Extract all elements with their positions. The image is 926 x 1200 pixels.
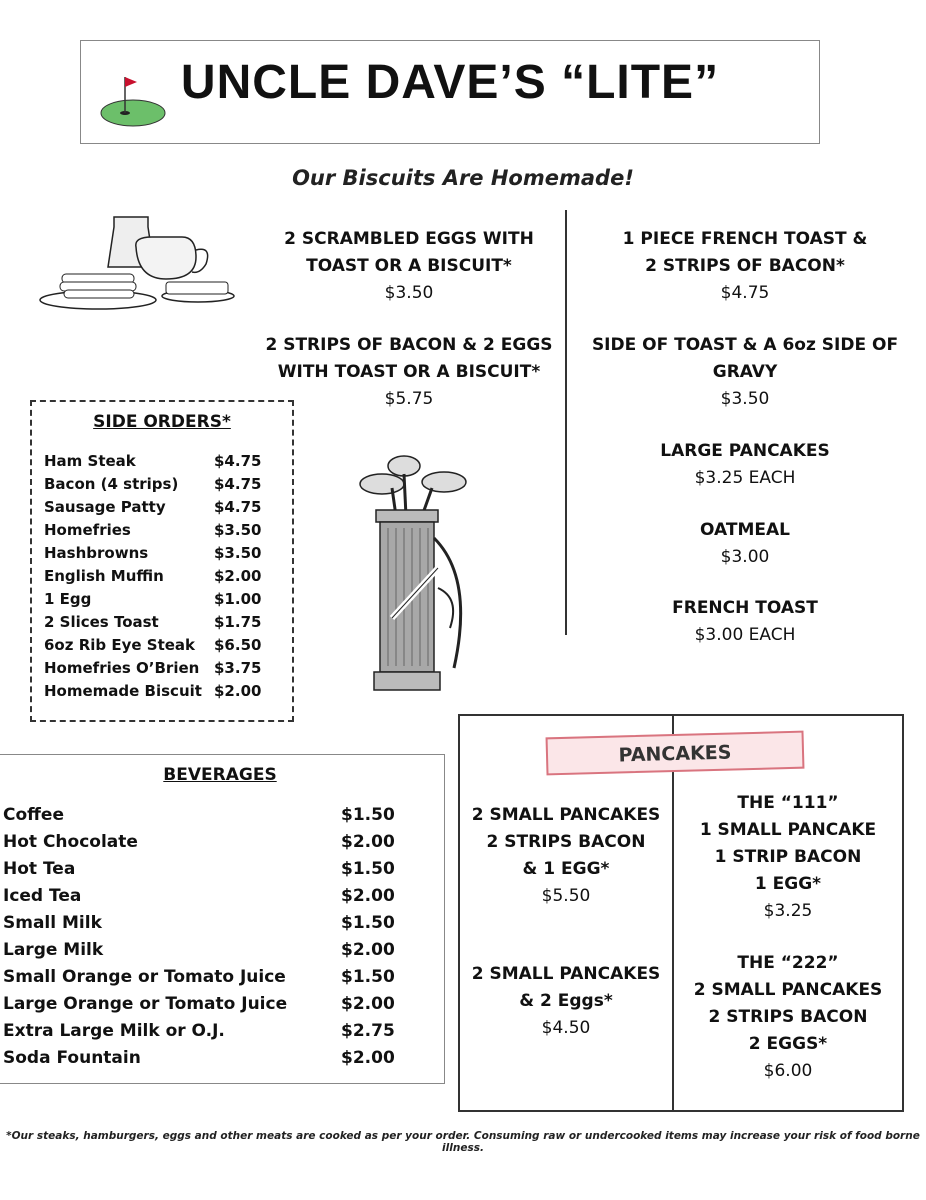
menu-item-scrambled-eggs (262, 226, 556, 307)
menu-item-toast-gravy (590, 332, 900, 413)
item-name: Extra Large Milk or O.J. (3, 1021, 225, 1041)
list-item (44, 636, 284, 659)
list-item (44, 498, 284, 521)
item-name: Hashbrowns (44, 544, 149, 562)
menu-item-french-toast (590, 595, 900, 649)
item-name: Homefries O’Brien (44, 659, 200, 677)
item-name: English Muffin (44, 567, 164, 585)
item-line: LARGE PANCAKES (660, 441, 830, 461)
item-price: $1.50 (341, 859, 395, 879)
item-price: $3.75 (214, 659, 262, 677)
list-item (44, 475, 284, 498)
list-item (3, 994, 403, 1020)
item-line: 1 EGG* (754, 874, 822, 894)
list-item (3, 940, 403, 966)
pancakes-box (458, 714, 904, 1112)
item-line: 2 SMALL PANCAKES (471, 964, 661, 984)
item-name: Ham Steak (44, 452, 136, 470)
item-price: $4.75 (720, 283, 770, 303)
item-name: Large Milk (3, 940, 104, 960)
item-line: SIDE OF TOAST & A 6oz SIDE OF (591, 335, 899, 355)
item-price: $1.50 (341, 913, 395, 933)
item-line: 2 STRIPS OF BACON & 2 EGGS (265, 335, 553, 355)
item-name: Iced Tea (3, 886, 82, 906)
item-price: $1.50 (341, 967, 395, 987)
item-line: 1 PIECE FRENCH TOAST & (622, 229, 868, 249)
item-price: $4.75 (214, 475, 262, 493)
item-price: $3.25 (763, 901, 813, 921)
item-price: $2.00 (214, 567, 262, 585)
item-price: $2.00 (341, 994, 395, 1014)
item-price: $4.75 (214, 498, 262, 516)
item-line: 2 STRIPS BACON (486, 832, 646, 852)
item-line: 1 SMALL PANCAKE (699, 820, 877, 840)
item-price: $2.00 (341, 1048, 395, 1068)
item-line: THE “222” (737, 953, 839, 973)
item-name: Large Orange or Tomato Juice (3, 994, 288, 1014)
item-name: Hot Tea (3, 859, 76, 879)
list-item (44, 567, 284, 590)
item-price: $5.50 (541, 886, 591, 906)
list-item (44, 544, 284, 567)
item-name: Hot Chocolate (3, 832, 138, 852)
item-line: 2 SMALL PANCAKES (471, 805, 661, 825)
list-item (44, 613, 284, 636)
item-price: $2.00 (341, 940, 395, 960)
golf-bag-illustration (352, 448, 482, 700)
list-item (3, 859, 403, 885)
item-name: Bacon (4 strips) (44, 475, 179, 493)
item-name: Small Milk (3, 913, 102, 933)
item-price: $4.75 (214, 452, 262, 470)
beverages-box (0, 754, 445, 1084)
side-orders-title: SIDE ORDERS* (93, 412, 231, 432)
item-price: $3.00 EACH (694, 625, 796, 645)
item-price: $3.00 (720, 547, 770, 567)
item-line: THE “111” (737, 793, 839, 813)
item-line: TOAST OR A BISCUIT* (306, 256, 512, 276)
breakfast-illustration (38, 212, 238, 312)
item-name: Soda Fountain (3, 1048, 141, 1068)
item-line: 2 SCRAMBLED EGGS WITH (284, 229, 534, 249)
footnote: *Our steaks, hamburgers, eggs and other meats are cooked as per your order. Consuming raw or undercooked items may increase your risk of food borne illness. (6, 1130, 920, 1154)
item-price: $6.50 (214, 636, 262, 654)
menu-item-french-toast-bacon (590, 226, 900, 307)
item-line: WITH TOAST OR A BISCUIT* (277, 362, 541, 382)
item-name: Coffee (3, 805, 64, 825)
side-orders-box (30, 400, 294, 722)
item-price: $6.00 (763, 1061, 813, 1081)
pancake-combo (460, 802, 672, 910)
item-price: $4.50 (541, 1018, 591, 1038)
list-item (3, 1021, 403, 1047)
item-price: $5.75 (384, 389, 434, 409)
menu-item-oatmeal (590, 517, 900, 571)
list-item (3, 913, 403, 939)
list-item (44, 521, 284, 544)
list-item (3, 886, 403, 912)
item-line: 2 EGGS* (748, 1034, 828, 1054)
item-price: $3.50 (214, 521, 262, 539)
item-price: $2.00 (341, 832, 395, 852)
list-item (44, 682, 284, 705)
item-price: $2.00 (341, 886, 395, 906)
list-item (3, 967, 403, 993)
item-name: 2 Slices Toast (44, 613, 159, 631)
item-line: & 1 EGG* (522, 859, 610, 879)
item-price: $2.00 (214, 682, 262, 700)
pancake-combo-111 (674, 790, 902, 925)
list-item (44, 590, 284, 613)
list-item (3, 805, 403, 831)
item-line: 2 STRIPS BACON (708, 1007, 868, 1027)
item-price: $1.00 (214, 590, 262, 608)
item-line: 1 STRIP BACON (714, 847, 862, 867)
pancake-combo-222 (674, 950, 902, 1085)
pancakes-title: PANCAKES (618, 741, 732, 767)
item-price: $1.75 (214, 613, 262, 631)
item-price: $1.50 (341, 805, 395, 825)
menu-item-large-pancakes (590, 438, 900, 492)
item-name: Homemade Biscuit (44, 682, 202, 700)
item-name: Small Orange or Tomato Juice (3, 967, 286, 987)
menu-title: UNCLE DAVE’S “LITE” (180, 56, 720, 109)
title-box (80, 40, 820, 144)
item-name: 6oz Rib Eye Steak (44, 636, 196, 654)
menu-item-bacon-eggs (262, 332, 556, 413)
item-name: Homefries (44, 521, 131, 539)
item-line: 2 STRIPS OF BACON* (645, 256, 845, 276)
list-item (44, 452, 284, 475)
item-price: $3.25 EACH (694, 468, 796, 488)
item-line: 2 SMALL PANCAKES (693, 980, 883, 1000)
list-item (44, 659, 284, 682)
item-line: & 2 Eggs* (519, 991, 613, 1011)
item-line: FRENCH TOAST (672, 598, 818, 618)
item-line: OATMEAL (700, 520, 790, 540)
column-divider (565, 210, 567, 635)
beverages-title: BEVERAGES (163, 765, 277, 785)
item-price: $3.50 (384, 283, 434, 303)
item-price: $3.50 (214, 544, 262, 562)
item-line: GRAVY (712, 362, 778, 382)
pancakes-label-box (546, 731, 805, 776)
pancake-combo (460, 961, 672, 1042)
item-price: $3.50 (720, 389, 770, 409)
list-item (3, 1048, 403, 1074)
item-name: Sausage Patty (44, 498, 166, 516)
list-item (3, 832, 403, 858)
item-price: $2.75 (341, 1021, 395, 1041)
item-name: 1 Egg (44, 590, 92, 608)
menu-subtitle: Our Biscuits Are Homemade! (292, 166, 634, 190)
